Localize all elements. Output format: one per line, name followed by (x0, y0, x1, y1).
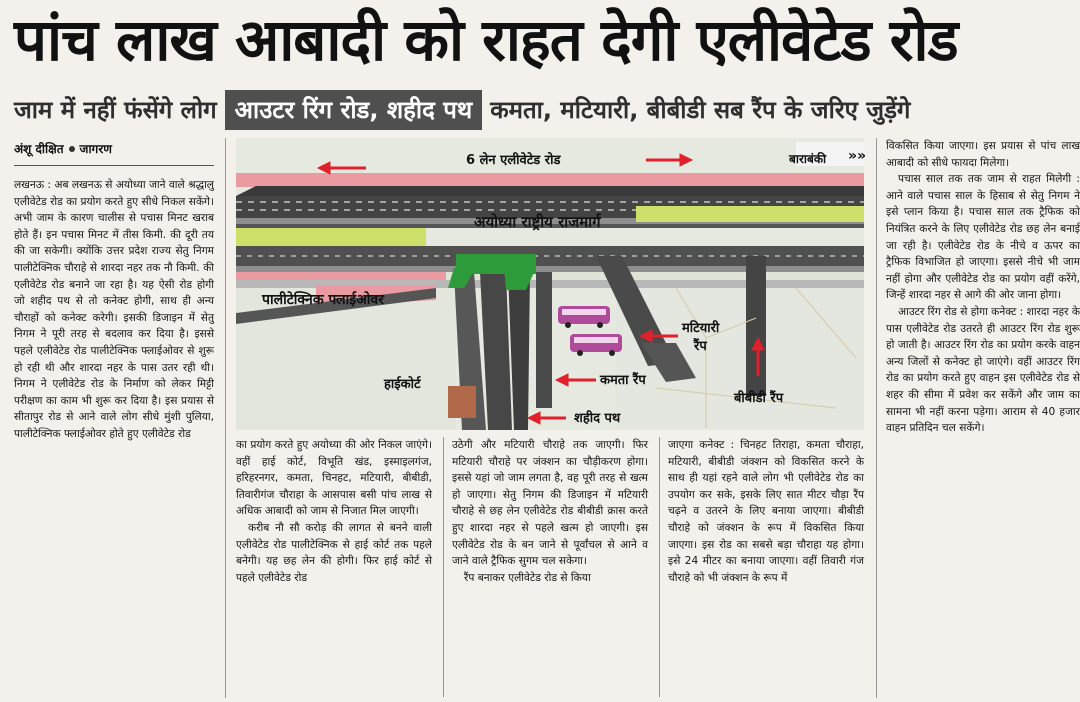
paragraph: उठेगी और मटियारी चौराहे तक जाएगी। फिर मटियारी चौराहे पर जंक्शन का चौड़ीकरण होगा। इससे यहां जो जाम लगता है, वह पूरी तरह से खत्म हो जाएगा। सेतु निगम की डिजाइन में मटियारी चौराहे से छह लेन एलीवेटेड रोड बीबीडी क्रास करते हुए शारदा नहर से पहले खत्म हो जाएगी। इस एलीवेटेड रोड के बन जाने से पूर्वांचल से आने व जाने वाले ट्रैफिक सुगम चल सकेगा। (452, 439, 648, 568)
paragraph: विकसित किया जाएगा। इस प्रयास से पांच लाख आबादी को सीधे फायदा मिलेगा। (886, 140, 1080, 169)
map-label-matiyari: मटियारी (682, 321, 720, 336)
headline: पांच लाख आबादी को राहत देगी एलीवेटेड रोड (14, 6, 958, 74)
paragraph: जाएगा कनेक्ट : चिनहट तिराहा, कमता चौराहा, मटियारी, बीबीडी जंक्शन को विकसित करने के साथ ही यहां रहने वाले लोग भी एलीवेटेड रोड का उपयोग कर सके, इसके लिए सात मीटर चौड़ा रैंप चढ़ने व उतरने के लिए बनाया जाएगा। बीबीडी चौराहे को जंक्शन के रूप में विकसित किया जाएगा। इस रोड का सबसे बड़ा चौराहा यह होगा। इसे 24 मीटर का बनाया जाएगा। वहीं तिवारी गंज चौराहे को भी जंक्शन के रूप में (668, 439, 864, 584)
article-column-3 (452, 437, 648, 697)
paragraph: आउटर रिंग रोड से होगा कनेक्ट : शारदा नहर के पास एलीवेटेड रोड उतरते ही आउटर रिंग रोड शुरू हो जाती है। आउटर रिंग रोड का प्रयोग करके वाहन अन्य जिलों से कनेक्ट हो जाएंगे। वहीं आउटर रिंग रोड का प्रयोग करते हुए वाहन इस एलीवेटेड रोड से शहर की सीमा में प्रवेश कर सकेंगे और जाम का सामना भी नहीं करना पड़ेगा। आराम से 40 हजार वाहन प्रतिदिन चल सकेंगे। (886, 305, 1080, 435)
column-divider (443, 437, 444, 697)
svg-text:»»: »» (848, 148, 867, 164)
paragraph: लखनऊ : अब लखनऊ से अयोध्या जाने वाले श्रद्धालु एलीवेटेड रोड का प्रयोग करते हुए सीधे निकल सकेंगे। अभी जाम के कारण चालीस से पचास मिनट खराब होते हैं। इन पचास मिनट में तीस किमी. की दूरी तय की जा सकेगी। क्योंकि उत्तर प्रदेश राज्य सेतु निगम पालीटेक्निक चौराहे से शारदा नहर तक नौ किमी. की एलीवेटेड रोड बनाने जा रहा है। यह ऐसी रोड होगी जो शहीद पथ से तो कनेक्ट होगी, साथ ही अन्य चौराहों को कनेक्ट करेगी। इसकी डिजाइन में सेतु निगम ने पूरी तरह से बदलाव कर दिया है। इससे पहले एलीवेटेड रोड पालीटेक्निक फ्लाईओवर से शुरू हो रही थी और शारदा नहर के पास उतर रही थी। निगम ने एलीवेटेड रोड के निर्माण को लेकर मिट्टी परीक्षण का काम भी शुरू कर दिया है। इस प्रयास से सीतापुर रोड से आने वाले लोग सीधे मुंशी पुलिया, पालीटेक्निक फ्लाईओवर होते हुए एलीवेटेड रोड (14, 179, 214, 440)
subheadline-left: जाम में नहीं फंसेंगे लोग (14, 96, 217, 124)
article-column-5 (886, 138, 1080, 698)
route-map-graphic (236, 138, 867, 430)
column-divider (225, 138, 226, 698)
paragraph: रैंप बनाकर एलीवेटेड रोड से किया (464, 571, 591, 584)
subheadline-boxed: आउटर रिंग रोड, शहीद पथ (225, 90, 483, 130)
map-label-6lane: 6 लेन एलीवेटेड रोड (466, 153, 561, 168)
map-label-highcourt: हाईकोर्ट (384, 377, 421, 392)
map-label-polytechnic: पालीटेक्निक फ्लाईओवर (262, 292, 384, 308)
paragraph: का प्रयोग करते हुए अयोध्या की ओर निकल जाएंगे। वहीं हाई कोर्ट, विभूति खंड, इस्माइलगंज, हरिहरनगर, कमता, चिनहट, मटियारी, बीबीडी, तिवारीगंज चौराहा के आसपास बसी पांच लाख से अधिक आबादी को जाम से निजात मिल जाएगी। (236, 439, 432, 518)
map-label-matiyari-ramp: रैंप (694, 339, 707, 354)
map-label-barabanki: बाराबंकी (789, 152, 827, 166)
map-label-ayodhya-highway: अयोध्या राष्ट्रीय राजमार्ग (474, 213, 601, 231)
subheadline-row (14, 90, 1080, 130)
byline-source: जागरण (79, 142, 112, 156)
byline-dot (69, 146, 75, 152)
byline-author: अंशू दीक्षित (14, 142, 64, 156)
article-column-2 (236, 437, 432, 697)
byline (14, 140, 112, 157)
paragraph: करीब नौ सौ करोड़ की लागत से बनने वाली एलीवेटेड रोड पालीटेक्निक से हाई कोर्ट तक पहले बनेगी। यह छह लेन की होगी। फिर हाई कोर्ट से पहले एलीवेटेड रोड (236, 521, 432, 584)
byline-rule (14, 165, 214, 166)
column-divider (659, 437, 660, 697)
map-label-kamta-ramp: कमता रैंप (600, 373, 646, 388)
article-column-1 (14, 177, 214, 697)
map-label-bbd-ramp: बीबीडी रैंप (734, 391, 784, 406)
article-column-4 (668, 437, 864, 697)
paragraph: पचास साल तक तक जाम से राहत मिलेगी : आने वाले पचास साल के हिसाब से सेतु निगम ने इसे प्लान किया है। पचास साल तक ट्रैफिक को नियंत्रित करने के लिए एलीवेटेड रोड छह लेन बनाई जा रही है। एलीवेटेड रोड के नीचे व ऊपर का ट्रैफिक विभाजित हो जाएगा। इससे नीचे भी जाम नहीं होगा और एलीवेटेड रोड का प्रयोग वहीं करेंगे, जिन्हें शारदा नहर से आगे की ओर जाना होगा। (886, 173, 1080, 302)
route-map (236, 138, 867, 430)
column-divider (876, 138, 877, 698)
map-label-shaheed-path: शहीद पथ (574, 411, 621, 426)
subheadline-right: कमता, मटियारी, बीबीडी सब रैंप के जरिए जुड़ेंगे (490, 96, 911, 124)
